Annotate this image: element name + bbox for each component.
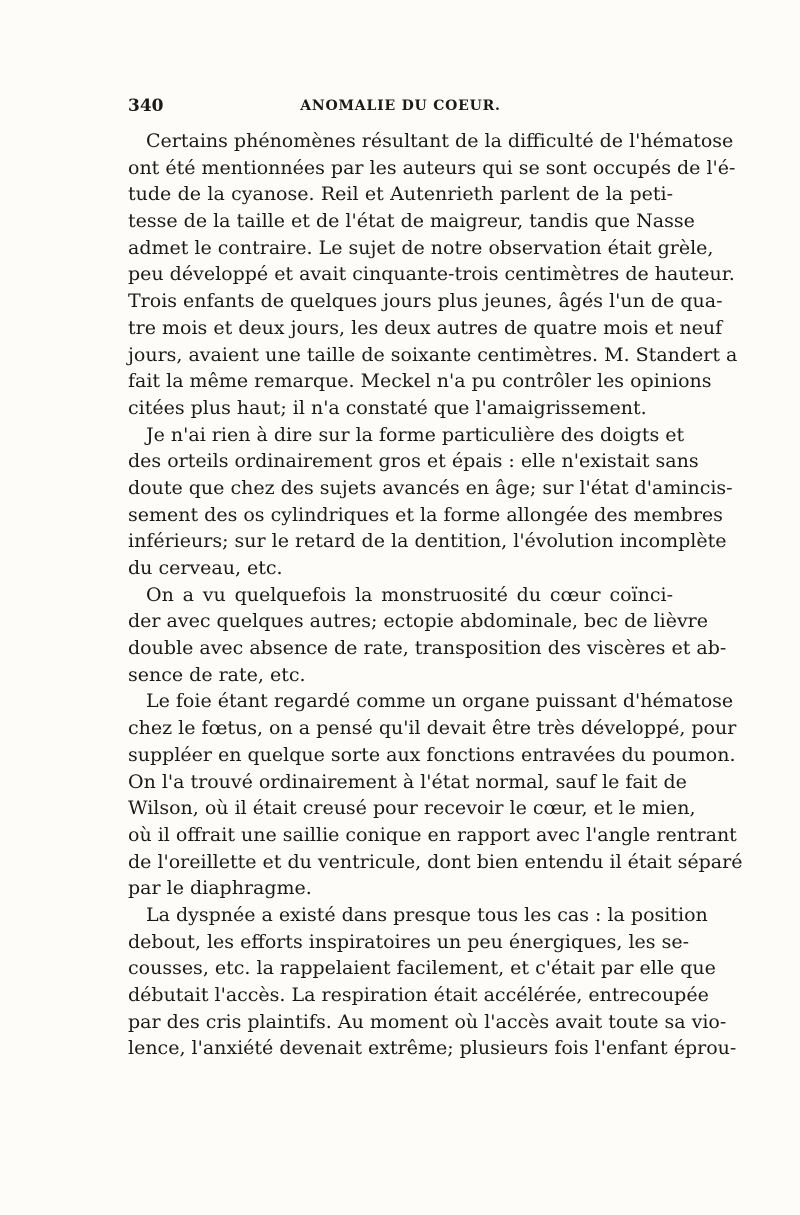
text-line: Je n'ai rien à dire sur la forme particulière des doigts et (146, 423, 685, 446)
text-line: débutait l'accès. La respiration était accélérée, entrecoupée (128, 984, 709, 1006)
text-line: inférieurs; sur le retard de la dentition, l'évolution incomplète (128, 530, 727, 553)
text-line: jours, avaient une taille de soixante centimètres. M. Standert a (128, 343, 738, 366)
text-line: fait la même remarque. Meckel n'a pu contrôler les opinions (128, 370, 712, 393)
text-line: citées plus haut; il n'a constaté que l'amaigrissement. (128, 396, 647, 419)
paragraph-2 (128, 422, 733, 582)
text-line: tesse de la taille et de l'état de maigreur, tandis que Nasse (128, 210, 695, 233)
page-number: 340 (128, 96, 164, 116)
text-line: par le diaphragme. (128, 877, 312, 900)
text-line: sence de rate, etc. (128, 663, 306, 686)
text-line: Certains phénomènes résultant de la difficulté de l'hématose (146, 130, 734, 152)
running-title: ANOMALIE DU COEUR. (300, 98, 501, 114)
paragraph-3 (128, 582, 727, 689)
text-line: du cerveau, etc. (128, 557, 283, 579)
text-line: peu développé et avait cinquante-trois centimètres de hauteur. (128, 263, 735, 286)
text-line: tude de la cyanose. Reil et Autenrieth parlent de la peti- (128, 183, 673, 206)
text-line: tre mois et deux jours, les deux autres de quatre mois et neuf (128, 316, 723, 339)
text-line: par des cris plaintifs. Au moment où l'accès avait toute sa vio- (128, 1010, 727, 1033)
text-line: debout, les efforts inspiratoires un peu énergiques, les se- (128, 930, 689, 953)
text-line: Le foie étant regardé comme un organe puissant d'hématose (146, 690, 734, 713)
text-line: der avec quelques autres; ectopie abdominale, bec de lièvre (128, 610, 709, 633)
text-line: suppléer en quelque sorte aux fonctions entravées du poumon. (128, 743, 736, 766)
text-body (128, 128, 743, 1062)
text-line: de l'oreillette et du ventricule, dont bien entendu il était séparé (128, 850, 743, 873)
text-line: lence, l'anxiété devenait extrême; plusieurs fois l'enfant éprou- (128, 1037, 737, 1060)
text-line: cousses, etc. la rappelaient facilement, et c'était par elle que (128, 957, 716, 980)
text-line: Trois enfants de quelques jours plus jeunes, âgés l'un de qua- (128, 290, 723, 313)
text-line: des orteils ordinairement gros et épais : elle n'existait sans (128, 450, 699, 473)
text-line: ont été mentionnées par les auteurs qui se sont occupés de l'é- (128, 156, 736, 179)
text-line: où il offrait une saillie conique en rapport avec l'angle rentrant (128, 823, 737, 846)
text-line: doute que chez des sujets avancés en âge; sur l'état d'amincis- (128, 476, 733, 499)
paragraph-4 (128, 688, 743, 902)
paragraph-1 (128, 128, 738, 422)
text-line: La dyspnée a existé dans presque tous les cas : la position (146, 903, 708, 926)
text-line: On a vu quelquefois la monstruosité du cœur coïnci- (146, 583, 673, 606)
text-line: admet le contraire. Le sujet de notre observation était grèle, (128, 236, 714, 259)
paragraph-5 (128, 902, 737, 1062)
page-header (128, 96, 673, 120)
text-line: On l'a trouvé ordinairement à l'état normal, sauf le fait de (128, 770, 687, 793)
text-line: sement des os cylindriques et la forme allongée des membres (128, 503, 723, 526)
text-line: double avec absence de rate, transposition des viscères et ab- (128, 637, 727, 660)
text-line: chez le fœtus, on a pensé qu'il devait être très développé, pour (128, 717, 737, 740)
text-line: Wilson, où il était creusé pour recevoir le cœur, et le mien, (128, 797, 696, 820)
